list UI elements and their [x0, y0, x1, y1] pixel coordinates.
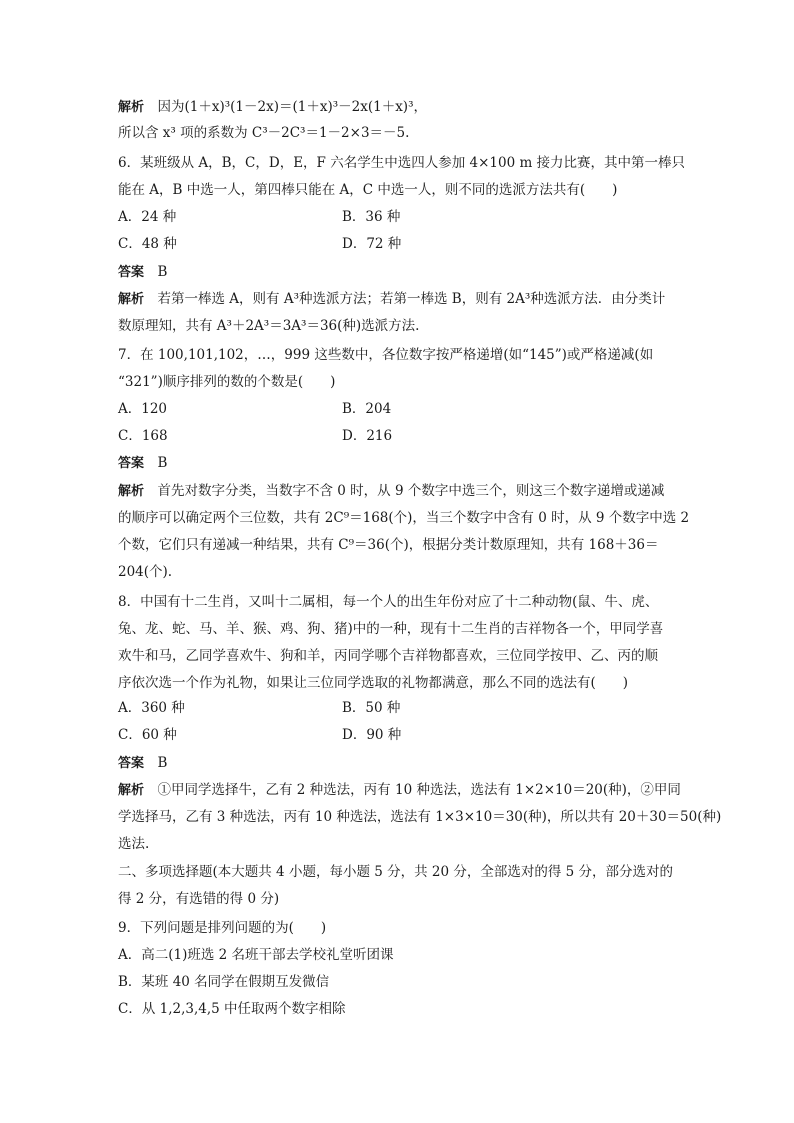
- line-text: 9．下列问题是排列问题的为( ): [118, 920, 327, 936]
- option-left: C．48 种: [118, 236, 177, 252]
- option-left: C．168: [118, 428, 168, 444]
- line-text: 的顺序可以确定两个三位数，共有 2C⁹＝168(个)，当三个数字中含有 0 时，从 9 个数字中选 2: [118, 510, 690, 526]
- line-label: 解析: [118, 100, 145, 115]
- text-line: [118, 754, 167, 773]
- text-line: [118, 563, 172, 581]
- text-line: [118, 373, 335, 391]
- line-label: 答案: [118, 756, 145, 771]
- option-right: B．36 种: [342, 209, 401, 225]
- text-line: [118, 620, 663, 638]
- option-right: D．216: [342, 428, 393, 444]
- option-left: C．60 种: [118, 727, 177, 743]
- line-text: A．高二(1)班选 2 名班干部去学校礼堂听团课: [118, 947, 394, 963]
- option-left: A．360 种: [118, 700, 185, 716]
- text-line: [118, 808, 721, 826]
- line-text: 能在 A，B 中选一人，第四棒只能在 A，C 中选一人，则不同的选派方法共有( ): [118, 182, 618, 198]
- text-line: [118, 154, 685, 172]
- text-line: [118, 290, 665, 309]
- line-text: 6．某班级从 A，B，C，D，E，F 六名学生中选四人参加 4×100 m 接力比赛，其中第一棒只: [118, 155, 686, 171]
- text-line: [118, 919, 326, 937]
- text-line: [118, 647, 658, 665]
- line-text: 204(个).: [118, 564, 173, 580]
- line-text: B．某班 40 名同学在假期互发微信: [118, 974, 330, 990]
- line-text: 学选择马，乙有 3 种选法，丙有 10 种选法，选法有 1×3×10＝30(种)，所以共有 20＋30＝50(种): [118, 809, 722, 825]
- option-right: B．50 种: [342, 700, 401, 716]
- text-line: [118, 346, 653, 364]
- line-text: 选法.: [118, 836, 150, 852]
- text-line: [118, 781, 681, 800]
- line-text: B: [157, 264, 168, 280]
- line-text: B: [157, 755, 168, 771]
- text-line: [118, 946, 394, 964]
- line-label: 解析: [118, 783, 145, 798]
- line-text: B: [157, 455, 168, 471]
- text-line: [118, 263, 167, 282]
- option-left: A．120: [118, 401, 168, 417]
- text-line: [118, 1000, 346, 1018]
- line-text: 若第一棒选 A，则有 A³种选派方法；若第一棒选 B，则有 2A³种选派方法．由分类计: [157, 291, 666, 307]
- line-text: 得 2 分，有选错的得 0 分): [118, 891, 280, 907]
- option-left: A．24 种: [118, 209, 177, 225]
- option-right: B．204: [342, 401, 392, 417]
- line-label: 解析: [118, 292, 145, 307]
- line-label: 解析: [118, 484, 145, 499]
- line-text: 8．中国有十二生肖，又叫十二属相，每一个人的出生年份对应了十二种动物(鼠、牛、虎、: [118, 594, 659, 610]
- text-line: [118, 890, 279, 908]
- text-line: [118, 454, 167, 473]
- line-text: 二、多项选择题(本大题共 4 小题，每小题 5 分，共 20 分，全部选对的得 5 分，部分选对的: [118, 864, 674, 880]
- text-line: [118, 98, 427, 117]
- line-text: 所以含 x³ 项的系数为 C³－2C³＝1－2×3＝－5.: [118, 125, 410, 141]
- text-line: [118, 124, 409, 142]
- text-line: [118, 973, 329, 991]
- line-text: 个数，它们只有递减一种结果，共有 C⁹＝36(个)，根据分类计数原理知，共有 168＋36＝: [118, 537, 659, 553]
- text-line: [118, 835, 149, 853]
- text-line: [118, 593, 658, 611]
- line-text: 数原理知，共有 A³＋2A³＝3A³＝36(种)选派方法.: [118, 318, 420, 334]
- line-text: C．从 1,2,3,4,5 中任取两个数字相除: [118, 1001, 346, 1017]
- text-line: [118, 536, 658, 554]
- line-text: ①甲同学选择牛，乙有 2 种选法，丙有 10 种选法，选法有 1×2×10＝20(种)，②甲同: [157, 782, 681, 798]
- text-line: [118, 482, 664, 501]
- line-label: 答案: [118, 265, 145, 280]
- text-line: [118, 181, 617, 199]
- text-line: [118, 509, 689, 527]
- line-text: 因为(1＋x)³(1－2x)＝(1＋x)³－2x(1＋x)³，: [157, 99, 427, 115]
- line-label: 答案: [118, 456, 145, 471]
- line-text: 首先对数字分类，当数字不含 0 时，从 9 个数字中选三个，则这三个数字递增或递减: [157, 483, 665, 499]
- line-text: 兔、龙、蛇、马、羊、猴、鸡、狗、猪)中的一种，现有十二生肖的吉祥物各一个，甲同学喜: [118, 621, 664, 637]
- line-text: “321”)顺序排列的数的个数是( ): [118, 374, 336, 390]
- option-right: D．90 种: [342, 727, 402, 743]
- line-text: 7．在 100,101,102，…，999 这些数中，各位数字按严格递增(如“145”)或严格递减(如: [118, 347, 654, 363]
- text-line: [118, 863, 673, 881]
- line-text: 欢牛和马，乙同学喜欢牛、狗和羊，丙同学哪个吉祥物都喜欢，三位同学按甲、乙、丙的顺: [118, 648, 658, 664]
- text-line: [118, 674, 628, 692]
- text-line: [118, 317, 419, 335]
- option-right: D．72 种: [342, 236, 402, 252]
- line-text: 序依次选一个作为礼物，如果让三位同学选取的礼物都满意，那么不同的选法有( ): [118, 675, 629, 691]
